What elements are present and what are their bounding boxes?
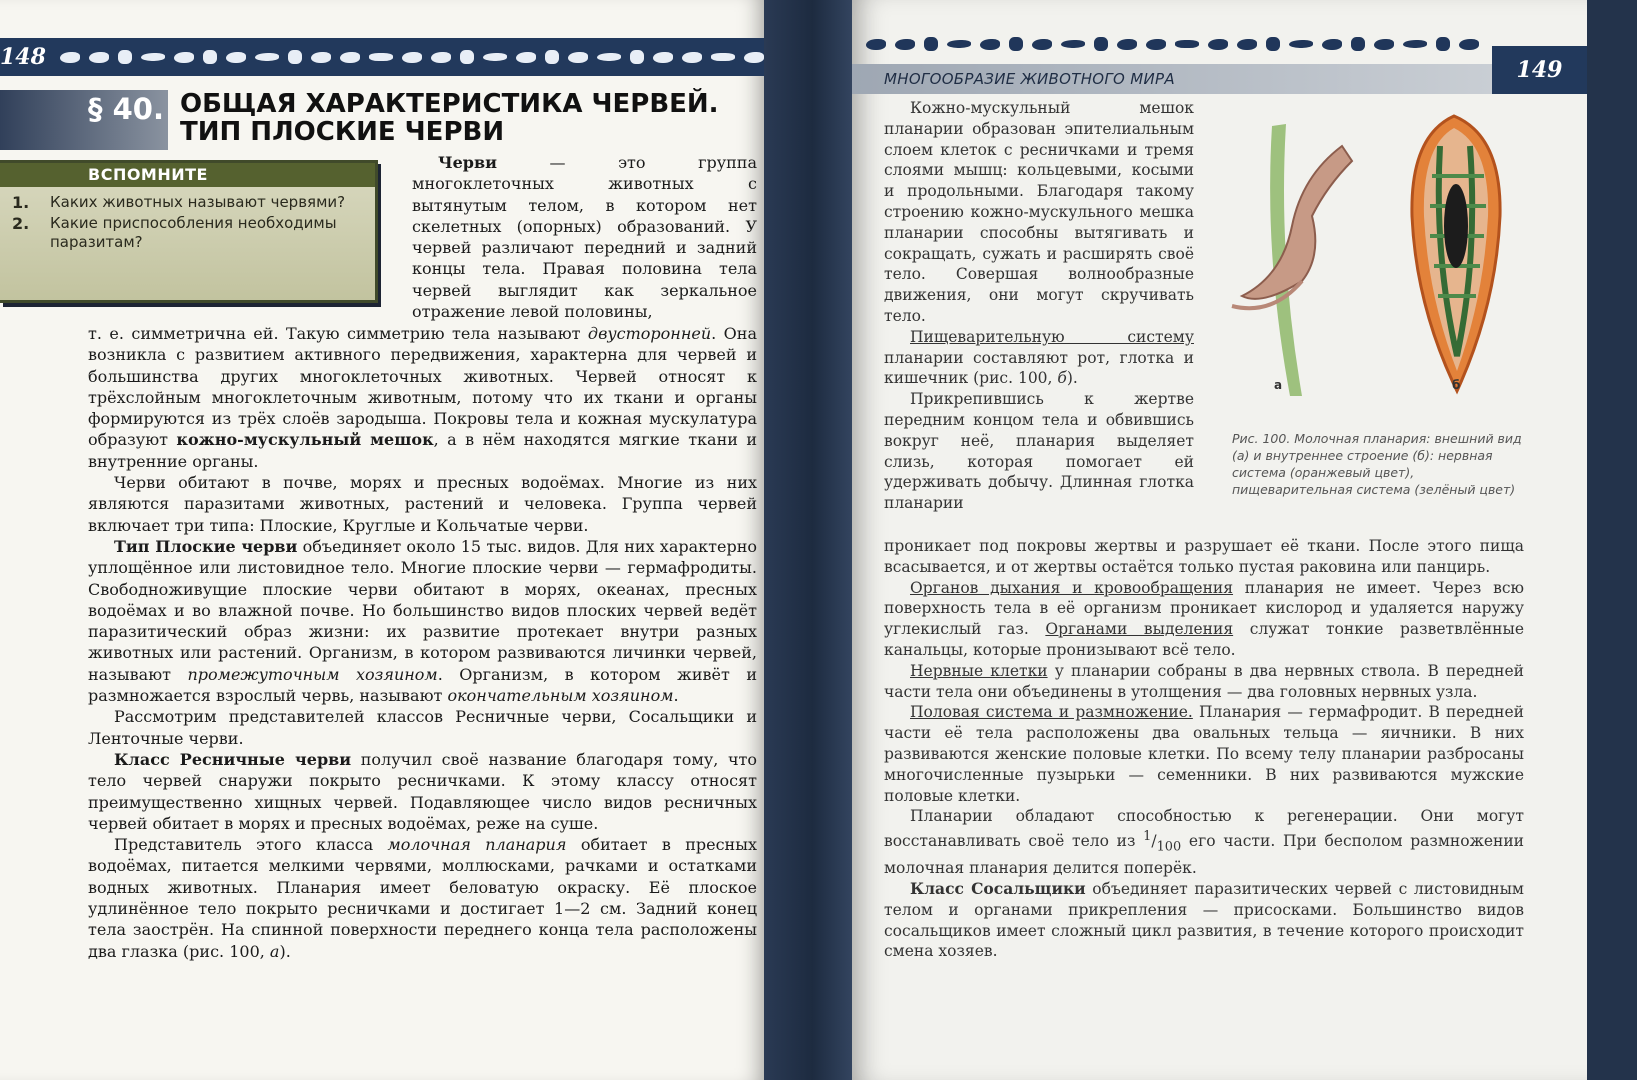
section-number: § 40.	[0, 90, 168, 150]
term-nerve-cells: Нервные клетки	[910, 661, 1048, 680]
term-digestive-system: Пищеварительную систему	[910, 327, 1194, 346]
remember-questions	[0, 187, 375, 252]
term-intermediate-host: промежуточным хозяином	[187, 664, 438, 684]
paragraph: т. е. симметрична ей. Такую симметрию тела называют двусторонней. Она возникла с развитием активного передвижения, характерна для червей и большинства других многоклеточных животных. Червей относят к трёхслойным многоклеточным животным, потому что их ткани и органы формируются из трёх слоёв зародыша. Покровы тела и кожная мускулатура образуют кожно-мускульный мешок, а в нём находятся мягкие ткани и внутренние органы.	[88, 324, 758, 471]
remember-question	[12, 193, 363, 212]
animal-silhouettes-strip	[46, 50, 764, 64]
right-header	[852, 26, 1587, 102]
paragraph: Прикрепившись к жертве передним концом тела и обвившись вокруг неё, планария выделяет слизь, которая помогает ей удерживать добычу. Длинная глотка планарии	[884, 390, 1194, 513]
animal-silhouettes-strip	[852, 26, 1492, 62]
intro-paragraph	[412, 152, 757, 322]
question-number: 1.	[12, 193, 30, 212]
term-excretion: Органами выделения	[1045, 620, 1234, 639]
figure-label-b: б	[1452, 378, 1461, 392]
term-skin-muscle-sac: кожно-мускульный мешок	[176, 430, 434, 450]
planaria-illustration	[1202, 106, 1522, 406]
question-number: 2.	[12, 214, 30, 233]
book-spine	[764, 0, 852, 1080]
left-page	[0, 0, 764, 1080]
paragraph: Класс Сосальщики объединяет паразитических червей с листовидным телом и органами прикрепления — присосками. Большинство видов сосальщиков имеет сложный цикл развития, в течение которого происходит смена хозяев.	[884, 879, 1524, 961]
remember-question	[12, 214, 363, 252]
term-definitive-host: окончательным хозяином	[447, 686, 674, 706]
running-section-title: МНОГООБРАЗИЕ ЖИВОТНОГО МИРА	[852, 64, 1492, 94]
intro-text: — это группа многоклеточных животных с вытянутым телом, в котором нет скелетных (опорных) образований. У червей различают передний и задний концы тела. Правая половина тела червей выглядит как зеркальное отражение левой половины,	[412, 153, 757, 322]
section-heading	[0, 90, 764, 150]
term-flatworms: Тип Плоские черви	[114, 536, 298, 556]
term-reproduction: Половая система и размножение.	[910, 703, 1193, 722]
term-bilateral: двусторонней	[587, 324, 712, 343]
term-milk-planaria: молочная планария	[387, 835, 567, 855]
term-respiration: Органов дыхания и кровообращения	[910, 578, 1234, 597]
paragraph: Планарии обладают способностью к регенерации. Они могут восстанавливать своё тело из $^1/_{100}$ его части. При бесполом размножении молочная планария делится поперёк.	[884, 807, 1524, 878]
left-page-number: 148	[0, 44, 46, 70]
right-body-text	[884, 536, 1524, 962]
paragraph: Черви обитают в почве, морях и пресных водоёмах. Многие из них являются паразитами животных, растений и человека. Группа червей включает три типа: Плоские, Круглые и Кольчатые черви.	[88, 473, 757, 535]
left-header-band	[0, 38, 764, 76]
figure-label-a: а	[1274, 378, 1283, 392]
paragraph: Тип Плоские черви объединяет около 15 тыс. видов. Для них характерно уплощённое или листовидное тело. Многие плоские черви — гермафродиты. Свободноживущие плоские черви обитают в морях, океанах, пресных водоёмах и во влажной почве. Но большинство видов плоских червей ведёт паразитический образ жизни: их развитие протекает внутри разных животных или растений. Организм, в котором развиваются личинки червей, называют промежуточным хозяином. Организм, в котором живёт и размножается взрослый червь, называют окончательным хозяином.	[88, 536, 758, 706]
right-page-number: 149	[1516, 57, 1563, 83]
paragraph: Половая система и размножение. Планария — гермафродит. В передней части её тела расположены два овальных тельца — яичники. В них развиваются женские половые клетки. По всему телу планарии разбросаны многочисленные пузырьки — семенники. В них развиваются мужские половые клетки.	[884, 703, 1524, 805]
right-page-number-box	[1492, 46, 1587, 94]
paragraph: Представитель этого класса молочная планария обитает в пресных водоёмах, питается мелкими червями, моллюсками, рачками и остатками водных животных. Планария имеет беловатую окраску. Её плоское удлинённое тело покрыто ресничками и достигает 1—2 см. Задний конец тела заострён. На спинной поверхности переднего конца тела расположены два глазка (рис. 100, а).	[88, 835, 757, 961]
term-worms: Черви	[438, 153, 497, 172]
left-body-text	[88, 323, 757, 962]
paragraph: Кожно-мускульный мешок планарии образован эпителиальным слоем клеток с ресничками и тремя слоями мышц: кольцевыми, косыми и продольными. Благодаря такому строению кожно-мускульного мешка планарии способны вытягивать и сокращать, сужать и расширять своё тело. Совершая волнообразные движения, они могут скручивать тело.	[884, 99, 1194, 325]
planaria-figure	[1202, 106, 1522, 406]
question-text: Каких животных называют червями?	[50, 193, 346, 211]
paragraph: Нервные клетки у планарии собраны в два нервных ствола. В передней части тела они объединены в утолщения — два головных нервных узла.	[884, 661, 1524, 701]
planaria-external	[1242, 146, 1352, 299]
paragraph: Класс Ресничные черви получил своё название благодаря тому, что тело червей снаружи покрыто ресничками. К этому классу относят преимущественно хищных червей. Подавляющее число видов ресничных червей обитает в морях и пресных водоёмах, реже на суше.	[88, 749, 757, 833]
remember-heading: ВСПОМНИТЕ	[0, 163, 375, 187]
section-title-line1: ОБЩАЯ ХАРАКТЕРИСТИКА ЧЕРВЕЙ.	[180, 89, 719, 119]
term-ciliated-worms: Класс Ресничные черви	[114, 749, 352, 769]
question-text: Какие приспособления необходимы паразитам?	[50, 214, 337, 251]
section-title	[180, 90, 719, 146]
paragraph: Органов дыхания и кровообращения планария не имеет. Через всю поверхность тела в её организм проникает кислород и удаляется наружу углекислый газ. Органами выделения служат тонкие разветвлённые канальцы, которые пронизывают всё тело.	[884, 578, 1524, 659]
paragraph: Пищеварительную систему планарии составляют рот, глотка и кишечник (рис. 100, б).	[884, 327, 1194, 388]
planaria-internal	[1412, 116, 1500, 391]
paragraph: проникает под покровы жертвы и разрушает её ткани. После этого пища всасывается, и от жертвы остаётся только пустая раковина или панцирь.	[884, 537, 1524, 576]
remember-box	[0, 160, 378, 303]
right-column-text	[884, 98, 1194, 514]
paragraph: Рассмотрим представителей классов Ресничные черви, Сосальщики и Ленточные черви.	[88, 707, 757, 748]
right-page	[852, 0, 1587, 1080]
figure-caption: Рис. 100. Молочная планария: внешний вид (а) и внутреннее строение (б): нервная система (оранжевый цвет), пищеварительная система (зелёный цвет)	[1232, 431, 1522, 497]
term-flukes: Класс Сосальщики	[910, 879, 1086, 898]
section-title-line2: ТИП ПЛОСКИЕ ЧЕРВИ	[180, 117, 505, 147]
